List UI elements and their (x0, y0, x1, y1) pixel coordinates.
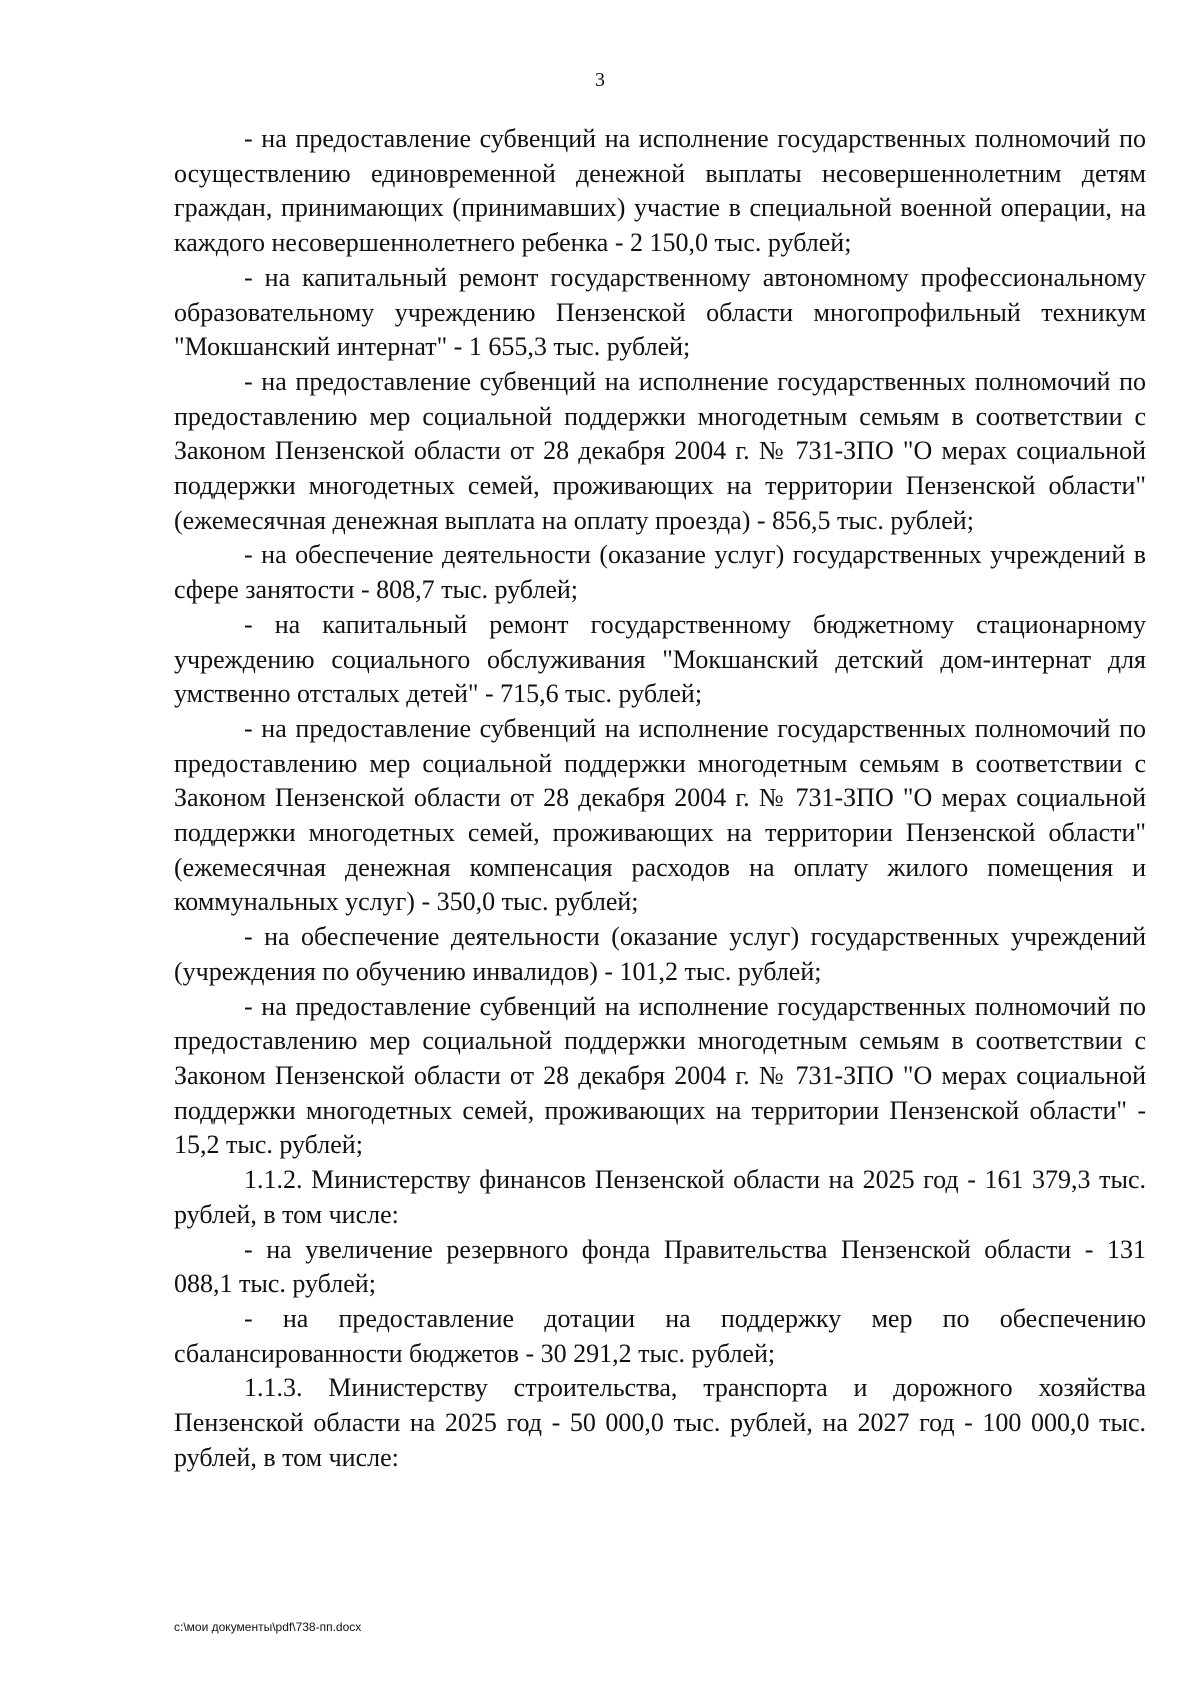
paragraph-subvention-svo-children: - на предоставление субвенций на исполнение государственных полномочий по осуществлению единовременной денежной выплаты несовершеннолетним детям граждан, принимающих (принимавших) участие в специальной военной операции, на каждого несовершеннолетнего ребенка - 2 150,0 тыс. рублей; (174, 124, 1146, 258)
paragraph-large-family-travel: - на предоставление субвенций на исполнение государственных полномочий по предоставлению мер социальной поддержки многодетным семьям в соответствии с Законом Пензенской области от 28 декабря 2004 г. № 731-ЗПО "О мерах социальной поддержки многодетных семей, проживающих на территории Пензенской области" (ежемесячная денежная выплата на оплату проезда) - 856,5 тыс. рублей; (174, 366, 1146, 535)
paragraph-employment-institutions: - на обеспечение деятельности (оказание услуг) государственных учреждений в сфере занятости - 808,7 тыс. рублей; (174, 540, 1146, 605)
paragraph-large-family-housing: - на предоставление субвенций на исполнение государственных полномочий по предоставлению мер социальной поддержки многодетным семьям в соответствии с Законом Пензенской области от 28 декабря 2004 г. № 731-ЗПО "О мерах социальной поддержки многодетных семей, проживающих на территории Пензенской области" (ежемесячная денежная компенсация расходов на оплату жилого помещения и коммунальных услуг) - 350,0 тыс. рублей; (174, 713, 1146, 917)
paragraph-construction-ministry: 1.1.3. Министерству строительства, транспорта и дорожного хозяйства Пензенской области на 2025 год - 50 000,0 тыс. рублей, на 2027 год - 100 000,0 тыс. рублей, в том числе: (174, 1373, 1146, 1472)
footer-file-path: c:\мои документы\pdf\738-пп.docx (174, 1620, 362, 1634)
paragraph-finance-ministry: 1.1.2. Министерству финансов Пензенской области на 2025 год - 161 379,3 тыс. рублей, в том числе: (174, 1165, 1146, 1229)
paragraph-repair-mokshan-technikum: - на капитальный ремонт государственному автономному профессиональному образовательному учреждению Пензенской области многопрофильный техникум "Мокшанский интернат" - 1 655,3 тыс. рублей; (174, 262, 1146, 362)
document-body (174, 122, 1146, 1475)
paragraph-reserve-fund: - на увеличение резервного фонда Правительства Пензенской области - 131 088,1 тыс. рублей; (174, 1234, 1146, 1299)
page-number: 3 (595, 69, 605, 91)
paragraph-large-family-support: - на предоставление субвенций на исполнение государственных полномочий по предоставлению мер социальной поддержки многодетным семьям в соответствии с Законом Пензенской области от 28 декабря 2004 г. № 731-ЗПО "О мерах социальной поддержки многодетных семей, проживающих на территории Пензенской области" - 15,2 тыс. рублей; (174, 991, 1146, 1160)
paragraph-disabled-training: - на обеспечение деятельности (оказание услуг) государственных учреждений (учреждения по обучению инвалидов) - 101,2 тыс. рублей; (174, 922, 1146, 986)
paragraph-budget-balance-subsidy: - на предоставление дотации на поддержку мер по обеспечению сбалансированности бюджетов - 30 291,2 тыс. рублей; (174, 1303, 1146, 1368)
paragraph-repair-mokshan-children-home: - на капитальный ремонт государственному бюджетному стационарному учреждению социального обслуживания "Мокшанский детский дом-интернат для умственно отсталых детей" - 715,6 тыс. рублей; (174, 609, 1146, 709)
